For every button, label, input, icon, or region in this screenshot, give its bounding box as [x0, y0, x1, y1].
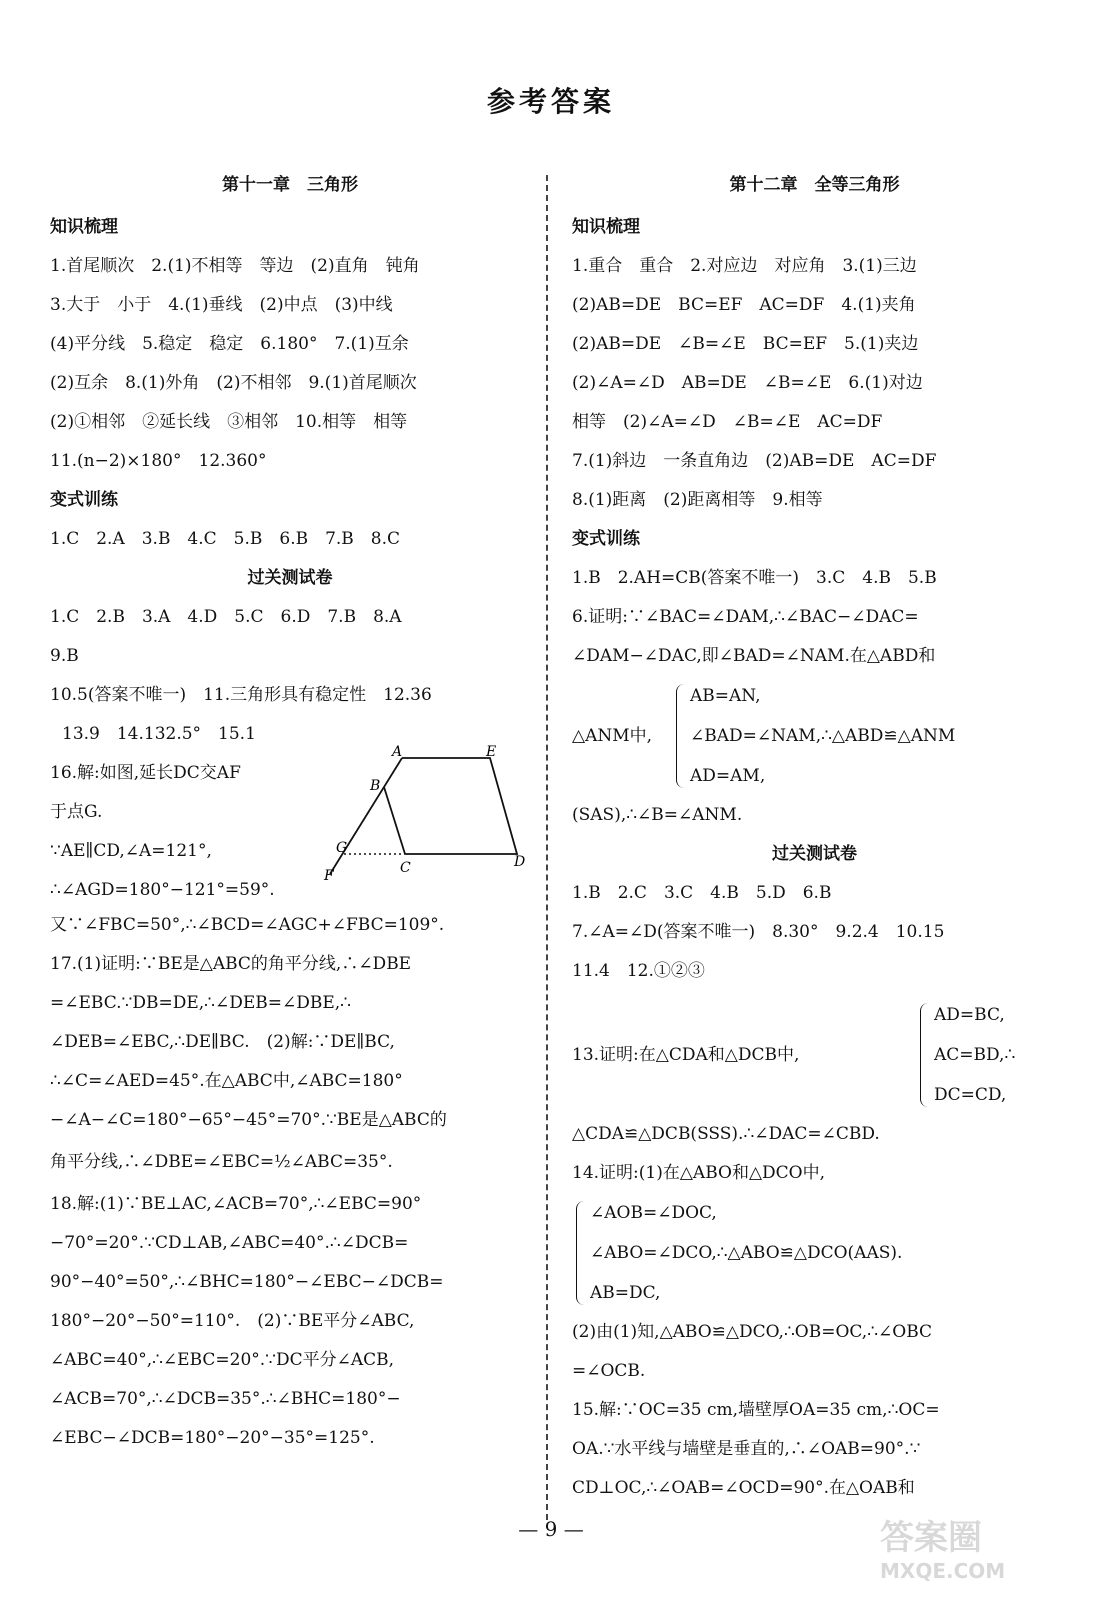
answer-line: 9.B	[50, 646, 79, 666]
answer-line: (4)平分线 5.稳定 稳定 6.180° 7.(1)互余	[50, 334, 409, 354]
fig-label-c: C	[400, 860, 411, 876]
fig-label-f: F	[324, 868, 334, 884]
answer-line: 14.证明:(1)在△ABO和△DCO中,	[572, 1163, 825, 1183]
equation-system	[572, 995, 1057, 1115]
left-brace	[576, 1201, 587, 1305]
column-divider	[546, 175, 548, 1520]
answer-line: ∴∠AGD=180°−121°=59°.	[50, 880, 275, 900]
fig-label-d: D	[514, 854, 526, 870]
page-number: — 9 —	[518, 1517, 584, 1541]
fig-label-e: E	[486, 744, 497, 760]
answer-line: 16.解:如图,延长DC交AF	[50, 763, 241, 783]
answer-line: =∠EBC.∵DB=DE,∴∠DEB=∠DBE,∴	[50, 993, 351, 1013]
page-title: 参考答案	[486, 85, 615, 118]
answer-line: 11.4 12.①②③	[572, 961, 705, 981]
answer-line: △CDA≌△DCB(SSS).∴∠DAC=∠CBD.	[572, 1124, 880, 1144]
left-column	[50, 170, 530, 1458]
geometry-figure	[322, 744, 532, 884]
answer-line: ∠ABC=40°,∴∠EBC=20°.∵DC平分∠ACB,	[50, 1350, 395, 1370]
right-column	[572, 170, 1057, 1508]
section-heading: 知识梳理	[572, 217, 640, 237]
answer-line: 90°−40°=50°,∴∠BHC=180°−∠EBC−∠DCB=	[50, 1272, 444, 1292]
system-lead: △ANM中,	[572, 726, 653, 746]
watermark-text: 答案圈	[880, 1518, 982, 1558]
answer-line: 角平分线,∴∠DBE=∠EBC=½∠ABC=35°.	[50, 1152, 393, 1172]
answer-line: 1.C 2.B 3.A 4.D 5.C 6.D 7.B 8.A	[50, 607, 402, 627]
answer-line: 1.B 2.C 3.C 4.B 5.D 6.B	[572, 883, 832, 903]
answer-line: 18.解:(1)∵BE⊥AC,∠ACB=70°,∴∠EBC=90°	[50, 1194, 422, 1214]
answer-line: (2)∠A=∠D AB=DE ∠B=∠E 6.(1)对边	[572, 373, 923, 393]
system-row: AB=DC,	[590, 1283, 661, 1303]
question-16-block	[50, 744, 530, 906]
answer-line: 3.大于 小于 4.(1)垂线 (2)中点 (3)中线	[50, 295, 393, 315]
answer-line: 相等 (2)∠A=∠D ∠B=∠E AC=DF	[572, 412, 883, 432]
system-row: ∠BAD=∠NAM,∴△ABD≌△ANM	[690, 726, 956, 746]
answer-line: ∠EBC−∠DCB=180°−20°−35°=125°.	[50, 1428, 375, 1448]
answer-line: (2)AB=DE BC=EF AC=DF 4.(1)夹角	[572, 295, 916, 315]
equation-system	[572, 676, 1057, 796]
chapter-title: 第十一章 三角形	[222, 175, 358, 195]
answer-line: 又∵∠FBC=50°,∴∠BCD=∠AGC+∠FBC=109°.	[50, 915, 445, 935]
section-heading: 过关测试卷	[247, 568, 333, 588]
answer-line: (2)①相邻 ②延长线 ③相邻 10.相等 相等	[50, 412, 408, 432]
answer-line: 7.(1)斜边 一条直角边 (2)AB=DE AC=DF	[572, 451, 937, 471]
answer-line: ∠DAM−∠DAC,即∠BAD=∠NAM.在△ABD和	[572, 646, 936, 666]
answer-line: ∠ACB=70°,∴∠DCB=35°.∴∠BHC=180°−	[50, 1389, 401, 1409]
left-brace	[920, 1003, 931, 1107]
answer-line: 1.C 2.A 3.B 4.C 5.B 6.B 7.B 8.C	[50, 529, 401, 549]
answer-line: OA.∵水平线与墙壁是垂直的,∴∠OAB=90°.∵	[572, 1439, 921, 1459]
system-row: DC=CD,	[934, 1085, 1007, 1105]
answer-line: =∠OCB.	[572, 1361, 646, 1381]
left-brace	[676, 684, 687, 788]
answer-line: 6.证明:∵∠BAC=∠DAM,∴∠BAC−∠DAC=	[572, 607, 919, 627]
system-row: AD=BC,	[934, 1005, 1005, 1025]
equation-system	[572, 1193, 1057, 1313]
watermark-url: MXQE.COM	[880, 1559, 1006, 1583]
fig-label-a: A	[392, 744, 403, 760]
section-heading: 变式训练	[572, 529, 640, 549]
answer-line: (2)互余 8.(1)外角 (2)不相邻 9.(1)首尾顺次	[50, 373, 417, 393]
fig-label-g: G	[336, 840, 348, 856]
section-heading: 变式训练	[50, 490, 118, 510]
answer-line: ∴∠C=∠AED=45°.在△ABC中,∠ABC=180°	[50, 1071, 403, 1091]
answer-line: 1.首尾顺次 2.(1)不相等 等边 (2)直角 钝角	[50, 256, 420, 276]
answer-line: 15.解:∵OC=35 cm,墙壁厚OA=35 cm,∴OC=	[572, 1400, 940, 1420]
system-row: ∠AOB=∠DOC,	[590, 1203, 717, 1223]
system-row: ∠ABO=∠DCO,∴△ABO≌△DCO(AAS).	[590, 1243, 903, 1263]
system-row: AC=BD,∴	[934, 1045, 1016, 1065]
answer-line: 于点G.	[50, 802, 103, 822]
answer-line: ∵AE∥CD,∠A=121°,	[50, 841, 212, 861]
answer-line: CD⊥OC,∴∠OAB=∠OCD=90°.在△OAB和	[572, 1478, 915, 1498]
answer-line: 17.(1)证明:∵BE是△ABC的角平分线,∴∠DBE	[50, 954, 412, 974]
system-row: AB=AN,	[690, 686, 761, 706]
answer-line: −∠A−∠C=180°−65°−45°=70°.∵BE是△ABC的	[50, 1110, 447, 1130]
answer-line: 10.5(答案不唯一) 11.三角形具有稳定性 12.36	[50, 685, 432, 705]
answer-line: (2)由(1)知,△ABO≌△DCO,∴OB=OC,∴∠OBC	[572, 1322, 933, 1342]
section-heading: 知识梳理	[50, 217, 118, 237]
answer-line: 11.(n−2)×180° 12.360°	[50, 451, 267, 471]
answer-line: 180°−20°−50°=110°. (2)∵BE平分∠ABC,	[50, 1311, 415, 1331]
answer-line: 7.∠A=∠D(答案不唯一) 8.30° 9.2.4 10.15	[572, 922, 945, 942]
answer-line: −70°=20°.∵CD⊥AB,∠ABC=40°.∴∠DCB=	[50, 1233, 409, 1253]
section-heading: 过关测试卷	[772, 844, 857, 864]
answer-line: 1.重合 重合 2.对应边 对应角 3.(1)三边	[572, 256, 917, 276]
answer-line: 1.B 2.AH=CB(答案不唯一) 3.C 4.B 5.B	[572, 568, 937, 588]
answer-line: (SAS),∴∠B=∠ANM.	[572, 805, 743, 825]
answer-line: ∠DEB=∠EBC,∴DE∥BC. (2)解:∵DE∥BC,	[50, 1032, 395, 1052]
fig-label-b: B	[370, 778, 381, 794]
watermark-logo	[880, 1510, 1080, 1590]
system-row: AD=AM,	[690, 766, 766, 786]
answer-line: 13.9 14.132.5° 15.1	[62, 724, 256, 744]
answer-line: 8.(1)距离 (2)距离相等 9.相等	[572, 490, 823, 510]
system-lead: 13.证明:在△CDA和△DCB中,	[572, 1045, 800, 1065]
chapter-title: 第十二章 全等三角形	[729, 175, 900, 195]
answer-line: (2)AB=DE ∠B=∠E BC=EF 5.(1)夹边	[572, 334, 919, 354]
